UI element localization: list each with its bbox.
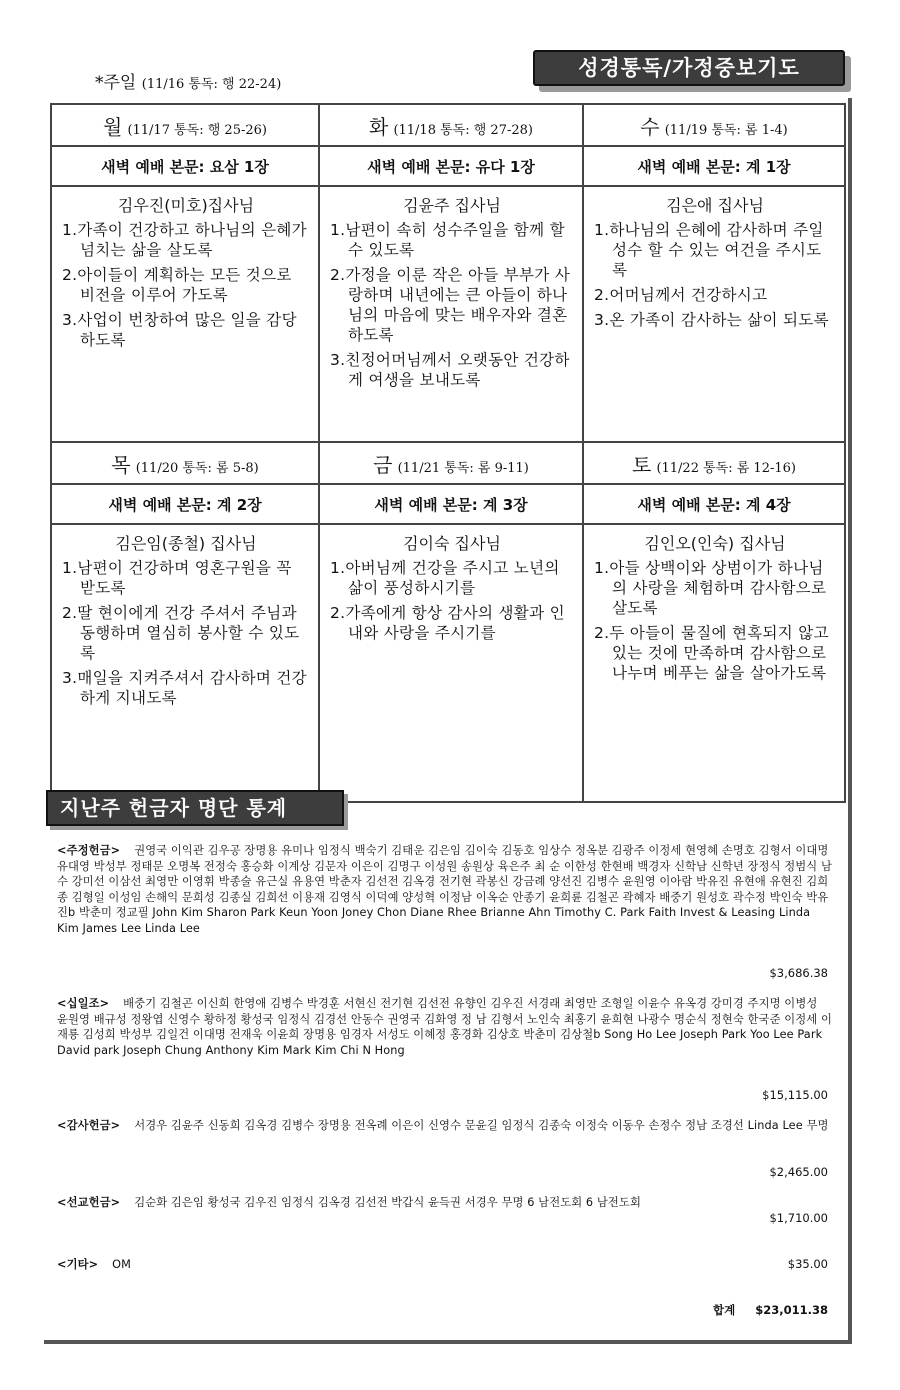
offering-amount: $3,686.38 [769, 966, 828, 980]
day-header-mon: 월 (11/17 통독: 행 25-26) [51, 104, 319, 146]
day-header-wed: 수 (11/19 통독: 롬 1-4) [583, 104, 845, 146]
prayer-item: 2.가정을 이룬 작은 아들 부부가 사랑하며 내년에는 큰 아들이 하나님의 마음에 맞는 배우자와 결혼하도록 [330, 266, 571, 344]
service-text-wed: 새벽 예배 본문: 계 1장 [583, 146, 845, 186]
prayer-cell-thu [51, 524, 319, 802]
prayer-person: 김인오(인숙) 집사님 [644, 534, 786, 553]
day-header-thu: 목 (11/20 통독: 롬 5-8) [51, 442, 319, 484]
prayer-item: 1.아버님께 건강을 주시고 노년의 삶이 풍성하시기를 [330, 559, 560, 597]
prayer-item: 3.사업이 번창하여 많은 일을 감당하도록 [62, 311, 297, 349]
prayer-cell-wed [583, 186, 845, 442]
prayer-item: 2.어머님께서 건강하시고 [594, 286, 768, 304]
offering-amount: $35.00 [787, 1257, 828, 1271]
prayer-item: 2.두 아들이 물질에 현혹되지 않고 있는 것에 만족하며 감사함으로 나누며 베푸는 삶을 살아가도록 [594, 624, 829, 682]
service-text-tue: 새벽 예배 본문: 유다 1장 [319, 146, 583, 186]
offering-block-thanks [57, 1118, 832, 1134]
service-text-thu: 새벽 예배 본문: 계 2장 [51, 484, 319, 524]
sunday-reading [95, 68, 281, 93]
weekly-prayer-table [50, 103, 846, 803]
offering-amount: $1,710.00 [769, 1211, 828, 1225]
offering-label: <감사헌금> [57, 1119, 121, 1132]
offering-names: 권영국 이익관 김우공 장명용 유미나 임정식 백숙기 김태운 김은임 김이숙 김동호 임상수 정옥분 김광주 이정세 현영혜 손명호 김형서 이대명 유대영 박성부 정태문 오명복 전정숙 홍승화 이계상 김문자 이은이 김명구 이성원 송원상 육은주 최 순 이한성 한현배 백경자 신학남 신학년 장정식 정범식 남 수 강미선 이삼선 최영만 이영휘 박종술 유근실 유용연 박춘자 김선전 김옥경 전기현 곽봉신 강금례 양선진 김병수 윤원영 이아람 박유진 유현애 유현진 김희종 김형일 이성임 손해익 문희성 김종실 김희선 이용재 김영식 이덕예 양성혁 이정남 이옥순 안종기 윤희륜 김철곤 곽혜자 배중기 원성호 곽수정 박인숙 박유진b 박춘미 정교필 John Kim Sharon Park Keun Yoon Joney Chon Diane Rhee Brianne Ahn Timothy C. Park Faith Invest & Leasing Linda Kim James Lee Linda Lee [57, 844, 833, 935]
offering-names: 서경우 김윤주 신동희 김옥경 김병수 장명용 전옥례 이은이 신영수 문윤길 임정식 김종숙 이정숙 이동우 손정수 정남 조경선 Linda Lee 무명 [134, 1119, 829, 1132]
offering-names: 김순화 김은임 황성국 김우진 임정식 김옥경 김선전 박갑식 윤득권 서경우 무명 6 남전도회 6 남전도회 [134, 1196, 641, 1209]
prayer-item: 3.매일을 지켜주셔서 감사하며 건강하게 지내도록 [62, 669, 307, 707]
prayer-cell-fri [319, 524, 583, 802]
sunday-reading-range: (11/16 통독: 행 22-24) [141, 77, 282, 92]
prayer-person: 김윤주 집사님 [403, 196, 501, 215]
header-title: 성경통독/가정중보기도 [533, 50, 845, 86]
day-header-sat: 토 (11/22 통독: 롬 12-16) [583, 442, 845, 484]
total-amount: $23,011.38 [755, 1303, 828, 1317]
bible-reading-header [533, 50, 851, 90]
offering-block-tithe [57, 996, 832, 1058]
prayer-cell-tue [319, 186, 583, 442]
prayer-item: 1.남편이 건강하며 영혼구원을 꼭 받도록 [62, 559, 292, 597]
offering-label: <기타> [57, 1258, 99, 1271]
prayer-item: 1.남편이 속히 성수주일을 함께 할 수 있도록 [330, 221, 565, 259]
prayer-item: 2.딸 현이에게 건강 주셔서 주님과 동행하며 열심히 봉사할 수 있도록 [62, 604, 300, 662]
offering-amount: $2,465.00 [769, 1165, 828, 1179]
offering-label: <선교헌금> [57, 1196, 121, 1209]
prayer-cell-mon [51, 186, 319, 442]
offering-section-title: 지난주 헌금자 명단 통계 [46, 790, 344, 826]
offering-block-mission [57, 1195, 832, 1211]
prayer-item: 2.아이들이 계획하는 모든 것으로 비전을 이루어 가도록 [62, 266, 292, 304]
offering-amount: $15,115.00 [762, 1088, 828, 1102]
service-text-fri: 새벽 예배 본문: 계 3장 [319, 484, 583, 524]
prayer-item: 3.친정어머님께서 오랫동안 건강하게 여생을 보내도록 [330, 351, 570, 389]
service-text-sat: 새벽 예배 본문: 계 4장 [583, 484, 845, 524]
offering-names: OM [112, 1258, 132, 1271]
offering-block-other [57, 1257, 832, 1273]
offering-label: <주정헌금> [57, 844, 121, 857]
sunday-label: *주일 [95, 73, 137, 93]
prayer-item: 2.가족에게 항상 감사의 생활과 인내와 사랑을 주시기를 [330, 604, 565, 642]
offering-label: <십일조> [57, 997, 110, 1010]
prayer-person: 김이숙 집사님 [403, 534, 501, 553]
prayer-item: 1.하나님의 은혜에 감사하며 주일성수 할 수 있는 여건을 주시도록 [594, 221, 824, 279]
service-text-mon: 새벽 예배 본문: 요삼 1장 [51, 146, 319, 186]
offering-section-header [46, 790, 348, 830]
prayer-item: 1.가족이 건강하고 하나님의 은혜가 넘치는 삶을 살도록 [62, 221, 307, 259]
prayer-person: 김은애 집사님 [666, 196, 764, 215]
offering-names: 배중기 김철곤 이신희 한영애 김병수 박경훈 서현신 전기현 김선전 유향인 김우진 서경래 최영만 조형일 이윤수 유옥경 강미경 주지명 이병성 윤원영 배규성 정왕엽 신영수 황하정 황성국 임정식 김경선 안동수 권영국 김화영 정 남 김형서 노인숙 최홍기 윤희현 나광수 명순식 정현숙 한국준 이정세 이재룡 김성희 박성부 김일건 이대명 전재욱 이윤희 장명용 임경자 서성도 이혜정 홍경화 김상호 박춘미 김상철b Song Ho Lee Joseph Park Yoo Lee Park David park Joseph Chung Anthony Kim Mark Kim Chi N Hong [57, 997, 833, 1057]
prayer-item: 1.아들 상백이와 상범이가 하나님의 사랑을 체험하며 감사함으로 살도록 [594, 559, 827, 617]
day-header-fri: 금 (11/21 통독: 롬 9-11) [319, 442, 583, 484]
prayer-person: 김은임(종철) 집사님 [115, 534, 257, 553]
total-label: 합계 [713, 1303, 736, 1317]
prayer-item: 3.온 가족이 감사하는 삶이 되도록 [594, 311, 829, 329]
prayer-cell-sat [583, 524, 845, 802]
offering-total [713, 1302, 828, 1318]
offering-block-sunday [57, 843, 832, 937]
day-header-tue: 화 (11/18 통독: 행 27-28) [319, 104, 583, 146]
prayer-person: 김우진(미호)집사님 [117, 196, 255, 215]
